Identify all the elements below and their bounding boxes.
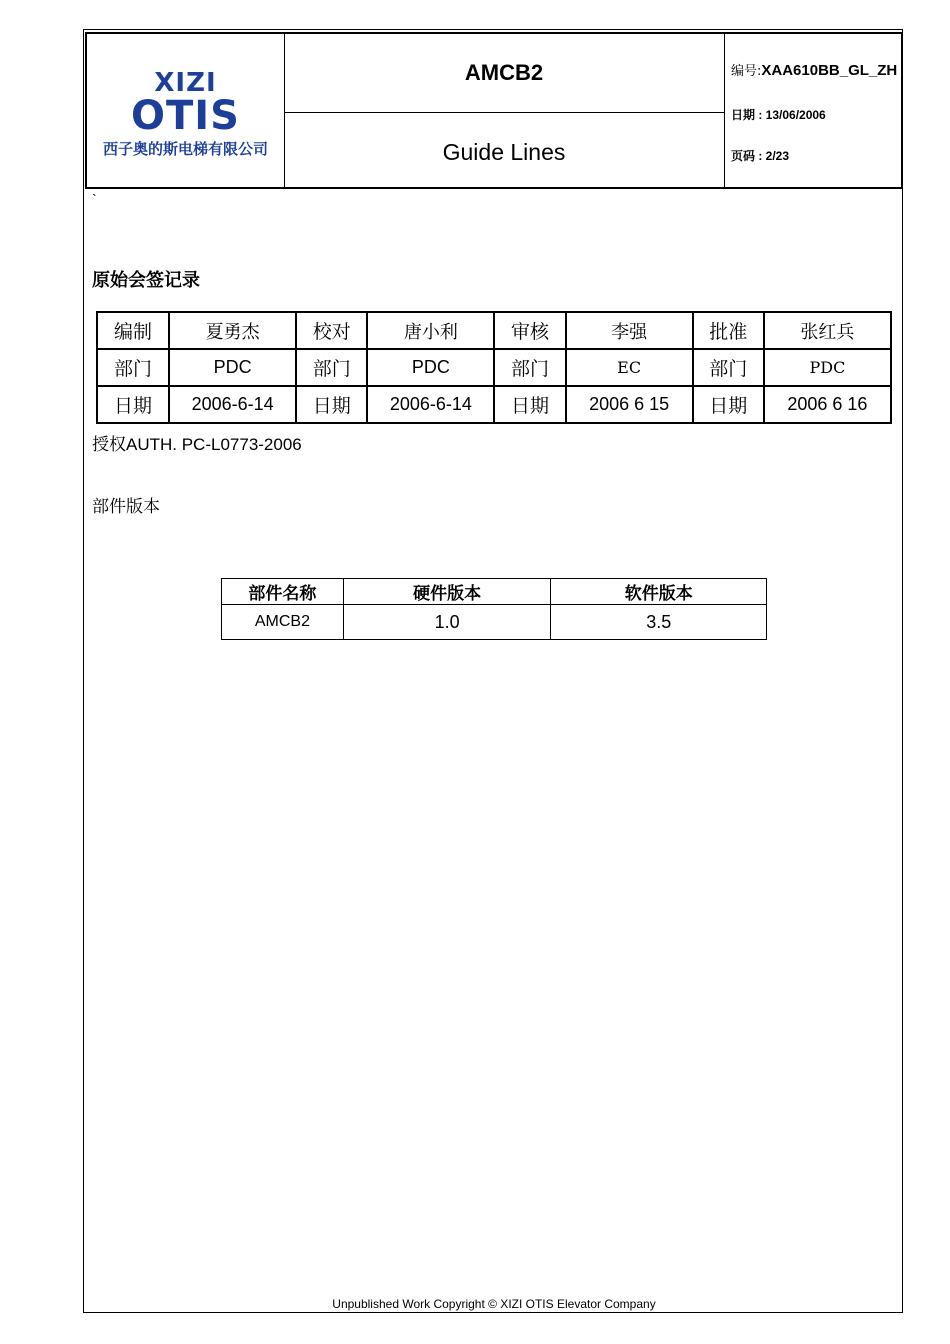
signoff-cell: 批准 bbox=[693, 312, 764, 349]
part-version-title: 部件版本 bbox=[92, 497, 160, 517]
doc-date-value: 13/06/2006 bbox=[765, 108, 826, 122]
signoff-cell: 部门 bbox=[494, 349, 565, 386]
table-row bbox=[222, 605, 767, 640]
signoff-cell: 2006-6-14 bbox=[169, 386, 296, 423]
signoff-title: 原始会签记录 bbox=[92, 270, 200, 291]
doc-date bbox=[731, 106, 826, 123]
signoff-cell: 2006 6 16 bbox=[764, 386, 891, 423]
signoff-cell: 审核 bbox=[494, 312, 565, 349]
doc-type-cell bbox=[284, 113, 724, 187]
table-cell: AMCB2 bbox=[222, 605, 344, 640]
authorization-number: 授权AUTH. PC-L0773-2006 bbox=[92, 435, 302, 454]
signoff-cell: 部门 bbox=[97, 349, 169, 386]
column-header: 硬件版本 bbox=[343, 579, 551, 605]
signoff-cell: 部门 bbox=[296, 349, 367, 386]
table-cell: 3.5 bbox=[551, 605, 767, 640]
signoff-cell: 日期 bbox=[296, 386, 367, 423]
doc-number-value: XAA610BB_GL_ZH bbox=[761, 62, 898, 79]
stray-mark: ` bbox=[92, 191, 97, 207]
signoff-cell: 日期 bbox=[693, 386, 764, 423]
doc-type-title: Guide Lines bbox=[442, 139, 566, 165]
table-row bbox=[97, 386, 891, 423]
signoff-cell: PDC bbox=[169, 349, 296, 386]
table-row bbox=[97, 312, 891, 349]
doc-number-label: 编号: bbox=[731, 64, 762, 79]
document-header bbox=[85, 32, 903, 189]
column-header: 软件版本 bbox=[551, 579, 767, 605]
signoff-cell: EC bbox=[566, 349, 693, 386]
signoff-cell: 编制 bbox=[97, 312, 169, 349]
page-frame bbox=[83, 29, 903, 1313]
signoff-cell: 2006-6-14 bbox=[367, 386, 494, 423]
signoff-cell: 日期 bbox=[494, 386, 565, 423]
copyright-footer: Unpublished Work Copyright © XIZI OTIS Elevator Company bbox=[332, 1297, 656, 1311]
doc-number bbox=[731, 60, 897, 79]
signoff-table bbox=[96, 311, 892, 424]
signoff-cell: PDC bbox=[764, 349, 891, 386]
table-header-row bbox=[222, 579, 767, 605]
signoff-cell: 日期 bbox=[97, 386, 169, 423]
logo-otis-text: OTIS bbox=[131, 93, 240, 139]
doc-page-label: 页码 : bbox=[731, 149, 766, 163]
signoff-cell: 夏勇杰 bbox=[169, 312, 296, 349]
column-header: 部件名称 bbox=[222, 579, 344, 605]
doc-page-value: 2/23 bbox=[765, 149, 790, 163]
signoff-cell: PDC bbox=[367, 349, 494, 386]
logo-company-name: 西子奥的斯电梯有限公司 bbox=[102, 140, 268, 158]
signoff-cell: 张红兵 bbox=[764, 312, 891, 349]
signoff-cell: 李强 bbox=[566, 312, 693, 349]
version-table bbox=[221, 578, 767, 640]
table-cell: 1.0 bbox=[343, 605, 551, 640]
logo-xizi-text: XIZI bbox=[154, 68, 217, 98]
company-logo bbox=[87, 34, 285, 187]
doc-meta-cell bbox=[724, 34, 902, 187]
signoff-cell: 校对 bbox=[296, 312, 367, 349]
doc-date-label: 日期 : bbox=[731, 108, 766, 122]
doc-page bbox=[731, 147, 789, 164]
product-title: AMCB2 bbox=[464, 60, 544, 85]
signoff-cell: 部门 bbox=[693, 349, 764, 386]
signoff-cell: 2006 6 15 bbox=[566, 386, 693, 423]
product-title-cell bbox=[284, 34, 724, 113]
table-row bbox=[97, 349, 891, 386]
signoff-cell: 唐小利 bbox=[367, 312, 494, 349]
